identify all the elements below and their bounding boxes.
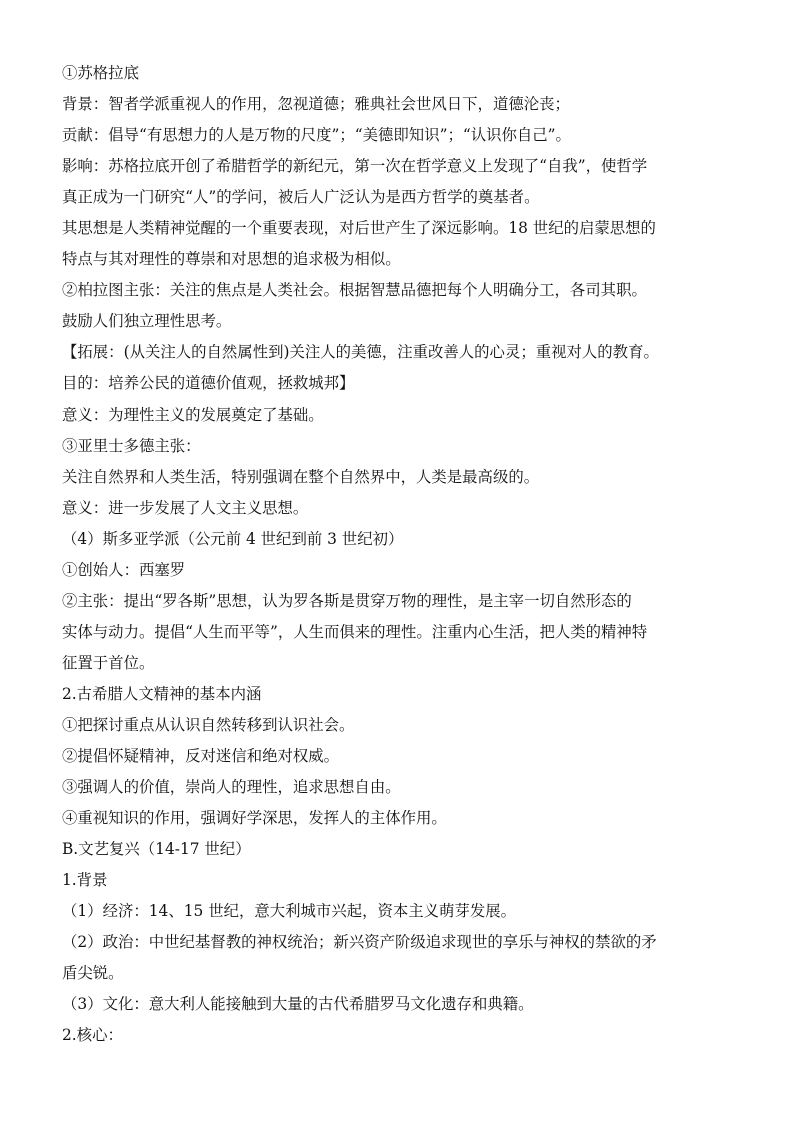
text-line: 贡献：倡导“有思想力的人是万物的尺度”；“美德即知识”；“认识你自己”。 xyxy=(62,126,571,145)
text-line: 背景：智者学派重视人的作用，忽视道德；雅典社会世风日下，道德沦丧； xyxy=(62,95,570,114)
text-line: 【拓展：(从关注人的自然属性到)关注人的美德，注重改善人的心灵；重视对人的教育。 xyxy=(62,343,659,362)
text-line: 影响：苏格拉底开创了希腊哲学的新纪元，第一次在哲学意义上发现了“自我”，使哲学 xyxy=(62,157,648,176)
text-line: 意义：为理性主义的发展奠定了基础。 xyxy=(62,405,324,424)
text-line: 鼓励人们独立理性思考。 xyxy=(62,312,232,331)
text-line: 目的：培养公民的道德价值观，拯救城邦】 xyxy=(62,374,355,393)
text-line: （2）政治：中世纪基督教的神权统治；新兴资产阶级追求现世的享乐与神权的禁欲的矛 xyxy=(62,933,657,952)
text-line: 意义：进一步发展了人文主义思想。 xyxy=(62,498,309,517)
text-line: 2.核心： xyxy=(62,1026,123,1045)
document-page xyxy=(62,58,752,1052)
text-line: 特点与其对理性的尊崇和对思想的追求极为相似。 xyxy=(62,250,401,269)
text-line: ①苏格拉底 xyxy=(62,64,139,82)
text-line: 征置于首位。 xyxy=(62,653,155,672)
text-line: ①把探讨重点从认识自然转移到认识社会。 xyxy=(62,715,355,734)
text-line: 实体与动力。提倡“人生而平等”，人生而俱来的理性。注重内心生活，把人类的精神特 xyxy=(62,622,648,641)
text-line: （4）斯多亚学派（公元前 4 世纪到前 3 世纪初） xyxy=(62,529,404,548)
text-line: （3）文化：意大利人能接触到大量的古代希腊罗马文化遗存和典籍。 xyxy=(62,995,534,1014)
text-line: ②柏拉图主张：关注的焦点是人类社会。根据智慧品德把每个人明确分工，各司其职。 xyxy=(62,281,647,300)
text-line: 2.古希腊人文精神的基本内涵 xyxy=(62,684,262,703)
text-line: 1.背景 xyxy=(62,871,108,890)
text-line: ②提倡怀疑精神，反对迷信和绝对权威。 xyxy=(62,747,340,766)
text-line: （1）经济：14、15 世纪，意大利城市兴起，资本主义萌芽发展。 xyxy=(62,902,517,921)
text-line: ④重视知识的作用，强调好学深思，发挥人的主体作用。 xyxy=(62,809,447,828)
text-line: B.文艺复兴（14-17 世纪） xyxy=(62,840,251,859)
text-line: 盾尖锐。 xyxy=(62,964,124,983)
text-line: ①创始人：西塞罗 xyxy=(62,560,186,579)
text-line: ③强调人的价值，崇尚人的理性，追求思想自由。 xyxy=(62,778,401,797)
text-line: ②主张：提出“罗各斯”思想，认为罗各斯是贯穿万物的理性，是主宰一切自然形态的 xyxy=(62,591,632,610)
text-line: 其思想是人类精神觉醒的一个重要表现，对后世产生了深远影响。18 世纪的启蒙思想的 xyxy=(62,219,656,238)
text-line: 关注自然界和人类生活，特别强调在整个自然界中，人类是最高级的。 xyxy=(62,467,540,486)
text-line: ③亚里士多德主张： xyxy=(62,436,201,455)
text-line: 真正成为一门研究“人”的学问，被后人广泛认为是西方哲学的奠基者。 xyxy=(62,188,540,207)
